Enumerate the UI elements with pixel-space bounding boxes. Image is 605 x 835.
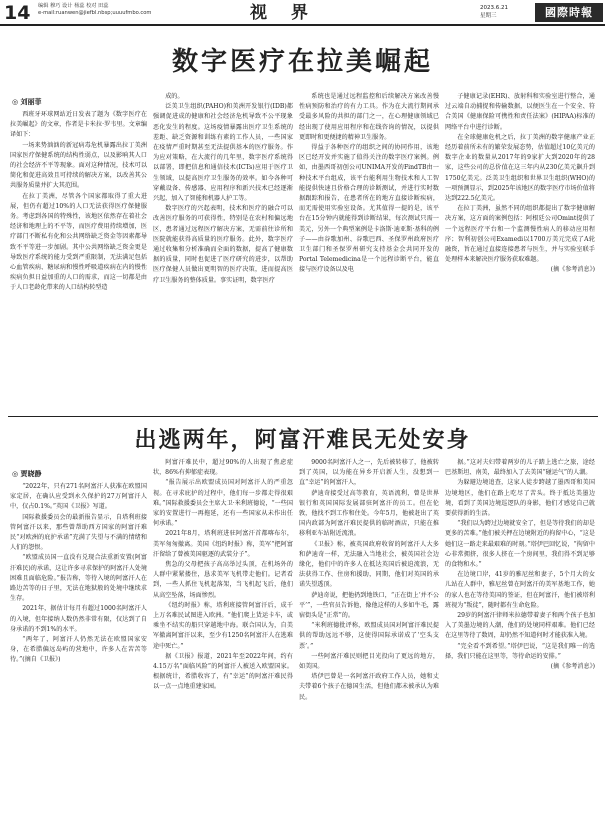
paragraph: 《纽约时报》称，塔利班接管阿富汗后，成千上万名难民试图进入欧洲。“他们爬上货运卡车，或乘坐不结实的船只穿越地中海。联合国认为，自美军撤离阿富汗以来，至少有1250名阿富汗人在逃难途中死亡。”	[153, 601, 293, 650]
paragraph: 塔伊巴曾是一名阿富汗政府工作人员，她和丈夫带着6个孩子在德国生活，但他们都未被承认为难民。	[299, 673, 439, 701]
article-divider	[8, 416, 598, 417]
article-2-column-3	[299, 458, 439, 830]
paragraph: 子健康记录(EHR)、放射科和实验室进行整合，通过云端自动捕捉和传输数据，以便医生在一个安全、符合美国《健康保险可携性和责任法案》(HIPAA)标准的网络平台中进行诊断。	[445, 93, 595, 131]
article-2-column-1	[10, 482, 147, 830]
paragraph: (摘《参考消息》)	[550, 266, 595, 274]
paragraph: 数字医疗的兴起表明，技术和医疗的融合可以改善医疗服务的可获得性，特别是在农村和偏远地区，患者通过远程医疗解决方案，无需前往诊所和医院就能获得高质量的医疗服务。此外，数字医疗通过收集和分析准确而全面的数据，提高了健康数据的质量，同时也促进了医疗研究的进步，以帮助医疗保健人员做出更明智的医疗决策，进而提高医疗卫生服务的整体质量。事实证明，数字医疗	[153, 205, 293, 284]
paragraph: 在边境口岸，41岁的雅尼丝和妻子，5个月大的女儿站在人群中，雅尼丝曾在阿富汗的美军基地工作，她的家人也在等待美国的签证，但在阿富汗，他们被塔利班视为“叛徒”，随时都有生命危险。	[445, 571, 595, 609]
paragraph: 西班牙环球网站近日发表了题为《数字医疗在拉美崛起》的文章，作者是卡米拉·罗韦里。文章编译如下：	[10, 111, 147, 139]
paragraph: 泛美卫生组织(PAHO)和美洲开发银行(IDB)都强调促进成的健康和社会经济危机导致不公平现象恶化发生的程度。这场疫情暴露出医疗卫生系统的差距、缺乏资源和训练有素的工作人员，一些国家在疫情严重时期甚至无法提供基本的医疗服务。作为应对策略，在大流行的几年里，数字医疗系统得以部署，即把信息和通信技术(ICTs)应用于医疗卫生领域，以提高医疗卫生服务的效率。如今各种可穿戴设备、传感器、应用程序和新兴技术已经逐渐兴起，加入了智能和机器人护工等。	[153, 103, 293, 203]
issue-date	[480, 4, 508, 20]
paragraph: 在拉丁美洲，虽然不同的组织都提出了数字健康解决方案，这方面的案例包括：阿根廷公司Omint提供了一个远程医疗平台和一个监测慢性病人的移动应用程序；智利初创公司Examedi以1700万美元完成了A轮融资，旨在通过直接连接患者与医生，并与实验室联手处理样本来解决医疗服务获取难题。	[445, 205, 595, 264]
paragraph: 系统也是通过远程监控和后续解决方案改善慢性病预防和治疗的有力工具。作为在大流行期间承受最多风险的共担的部门之一，在心理健康领域已经出现了使用应用程序和在线咨询的情况，以提供更即时和更便捷的精神卫生服务。	[299, 93, 439, 141]
paragraph: 9000名阿富汗人之一，先后被转移了，他被转到了英国，以为能在异乡开启新人生，没想到一直“幸运”的阿富汗人，	[299, 459, 439, 487]
article-2-headline: 出逃两年，阿富汗难民无处安身	[134, 428, 471, 453]
paragraph: “两年了，阿富汗人仍然无法在欧盟国家安身，在希腊偏远岛屿的营地中，许多人在苦苦等待。”(摘自《卫报》)	[10, 636, 147, 664]
paragraph: 阿富汗难民中，超过90%的人出现了焦虑症状，86%有抑郁症表现。	[153, 459, 293, 477]
newspaper-logo: 國際時報	[535, 3, 603, 22]
paragraph: 一些阿富汗难民则把目光投向了更远的地方，如美国。	[299, 652, 439, 671]
date-text: 2023.6.21	[480, 5, 508, 11]
article-1-column-1	[10, 110, 147, 408]
article-1-column-4	[445, 92, 595, 408]
paragraph: “米利班德批评称，欧盟成员国对阿富汗难民提供的帮助远远不够，这使得国际承诺成了‘空头支票’。”	[299, 622, 439, 650]
paragraph: 据。”这对夫妇带着两岁的儿子踏上逃亡之旅，途经巴基斯坦、南美，最终加入了去美国“碰运气”的人潮。	[445, 459, 595, 477]
paragraph: 成的。	[165, 93, 184, 100]
paragraph: 萨迪奇说，把他扔到地铁口，“正在街上‘并不公平’”，一些官员告诉他，像他这样的人多如牛毛，露宿街头是“正常”的。	[299, 591, 439, 620]
paragraph: 在全球健康危机之后，拉丁美洲的数字健康产业正经历着前所未有的繁荣发展态势，估值超过10亿美元的数字企业的数量从2017年的9家扩大到2020年的28家，这些公司的总价值在这三年内从230亿美元飙升到1750亿美元。泛美卫生组织和世界卫生组织(WHO)的一项预测显示，到2025年该地区的数字医疗市场价值将达到222.5亿美元。	[445, 133, 595, 203]
credits-line: 编辑 穆巧 设计 杨蕊 校对 田蕊	[38, 3, 109, 9]
paragraph: 在拉丁美洲，尽管各个国家都取得了重大进展，但仍有超过10%的人口无法获得医疗保健服务。考虑到各国的特殊性，该地区依然存在着社会经济和地理上的不平等，而医疗费用持续增加，医疗部门不断私有化和公共网络缺乏资金等因素都导致不平等进一步加剧。其中公共网络缺乏资金更是导致医疗系统的能力受到严重限制，无法满足包括心血管疾病、糖尿病和慢性呼吸道疾病在内的慢性疾病负担日益加重的人口的需求，而这一切都是由于人口老龄化带来的人口结构转型造	[10, 192, 147, 292]
paragraph: 焦急的父母把孩子高高举过头顶，在机场外的人群中紧紧搂住，恳求美军飞机带走他们。记者看到，一些人抓住飞机起落架，当飞机起飞后，他们从高空坠落，场面惨烈。	[153, 561, 293, 599]
page-number: 14	[4, 2, 31, 24]
paragraph: (摘《参考消息》)	[550, 663, 595, 671]
paragraph: 一场来势汹汹的新冠病毒危机暴露出拉丁美洲国家医疗保健系统的结构性弱点，以及影响其人口的社会经济不平等现象。面对这种情况，技术可以简化和促进高效且可持续的解决方案，以改善其公共服务质量并扩大其范围。	[10, 141, 147, 190]
paragraph: “完全看不到希望。”塔伊巴说，“这是我们唯一的选择，我们只能在这里等，等待命运的安排。”	[445, 642, 595, 660]
paragraph: 2021年，据估计每月有超过1000名阿富汗人的入境，但年接纳人数仍然非常有限，仅达到了自身承诺的不到1%的水平。	[10, 605, 147, 633]
paragraph: 《卫报》称，被英国政府收留的阿富汗人大多和萨迪奇一样，无法融入当地社会，被英国社会边缘化，他们中的许多人在抵达英国后被迫流浪，无法获得工作、住房和援助，同期，他们对英国的承诺失望透顶。	[299, 540, 439, 589]
paragraph: 据《卫报》报道，2021年至2022年间，约有4.15万名“面临风险”的阿富汗人被送入欧盟国家。根据统计，希腊收容了，有“幸运”的阿富汗难民得以一点一点地重建家园。	[153, 652, 293, 691]
article-2-column-2	[153, 458, 293, 830]
paragraph: “欧盟成员国一直没有兑现合法重新安置(阿富汗难民)的承诺，这让许多寻求保护的阿富汗人处境困难且面临危险。”报告称，等待入境的阿富汗人在路边苦等的日子里，无法在地狱般的处境中继续求生存。	[10, 554, 147, 603]
paragraph: “2022年，只有271名阿富汗人获准在欧盟国家定居，在确认应受到永久保护的27万阿富汗人中，仅占0.1%。”英国《卫报》写道。	[10, 483, 147, 511]
paragraph: 2021年8月，塔利班进驻阿富汗首都喀布尔，美军匆匆撤离。美国《纽约时报》称，美军“把阿富汗留给了曾被美国驱逐的武装分子”。	[153, 530, 293, 558]
article-1-headline: 数字医疗在拉美崛起	[171, 47, 433, 77]
article-2-column-4	[445, 458, 595, 830]
paragraph: 得益于各种医疗的组织之间的协同作用，该地区已经开发并实施了值得关注的数字医疗案例。例如，由墨西哥初创公司UNIMA开发的FindTB由一种技术平台组成，该平台能利用生物技术和人工智能提供快速且价格合理的诊断测试，并进行实时数据跟踪和报告，在患者所在的地方直接诊断疾病，而无需使用实验室设备。尤其值得一提的是，该平台在15分钟内就能得到诊断结果，每次测试只需一美元，另外一个典型案例是卡洛斯·迪亚斯·基科的例子——由谷歌加州、谷歌巴西、圣保罗州政府医疗卫生部门和圣保罗州研究支持基金会共同开发的Portal Telemedicina是一个远程诊断平台，能直接与医疗设备以及电	[299, 144, 439, 274]
editor-credits	[38, 3, 151, 17]
paragraph: 萨迪奇接受过高等教育，英语流利，曾是世界银行和英国国际发展部驻阿富汗的员工。但在伦敦，他找不到工作和住处。今年5月，他被赶出了英国内政部为阿富汗难民提供的临时酒店，只能在推移利亚车站附近流浪。	[299, 489, 439, 538]
author-name: 贾晓静	[20, 470, 42, 478]
paragraph: 29岁的阿富汗律师米拉德带着妻子和两个孩子也加入了美墨边境的人潮，他们的处境同样艰难。他们已经在这里等待了数周，却仍然不知道何时才能获准入境。	[445, 612, 595, 640]
article-1-author	[12, 98, 42, 107]
paragraph: “我们以为跨过边境就安全了，但是等待我们的却是更多的苦难。”他们被关押在边境附近的拘留中心，“这是她们这一路走来最艰难的时刻。”塔伊巴回忆说，“拘留中心非常拥挤，很多人挤在一个房间里，我们得不到足够的食物和水。”	[445, 520, 595, 569]
section-title: 视 界	[250, 3, 317, 23]
credits-line: e-mail:ruanwen@jiefbl.nbsp;uuuufmbo.com	[38, 10, 152, 16]
author-icon: ◎	[12, 470, 21, 478]
page-header	[0, 0, 605, 26]
article-1-column-2	[153, 92, 293, 408]
weekday-text: 星期三	[480, 13, 497, 19]
article-1-column-3	[299, 92, 439, 408]
paragraph: 为躲避边境追查，这家人徒步跨越了墨西哥和美国边境地区，他们在路上吃尽了苦头。终于抵达美墨边境，看到了美国边境巡逻队的身影，他们才感觉自己就要获得新的生活。	[445, 479, 595, 518]
paragraph: 国际救援委员会的最新报告显示，自塔利班接管阿富汗以来，那些曾帮助西方国家的阿富汗难民“对欧洲的庇护承诺”充满了失望与不满的情绪和人们的怨恨。	[10, 513, 147, 552]
paragraph: “报告展示出欧盟成员国对阿富汗人的严重忽视。在寻求庇护的过程中，他们每一步都走得很艰难。”国际救援委员会主席大卫·米利班德说，“一些国家的安置进行一再拖延，还有一些国家从未作出任何承诺。”	[153, 479, 293, 528]
author-icon: ◎	[12, 98, 21, 106]
article-2-author	[12, 470, 42, 479]
author-name: 刘丽菲	[20, 98, 42, 106]
